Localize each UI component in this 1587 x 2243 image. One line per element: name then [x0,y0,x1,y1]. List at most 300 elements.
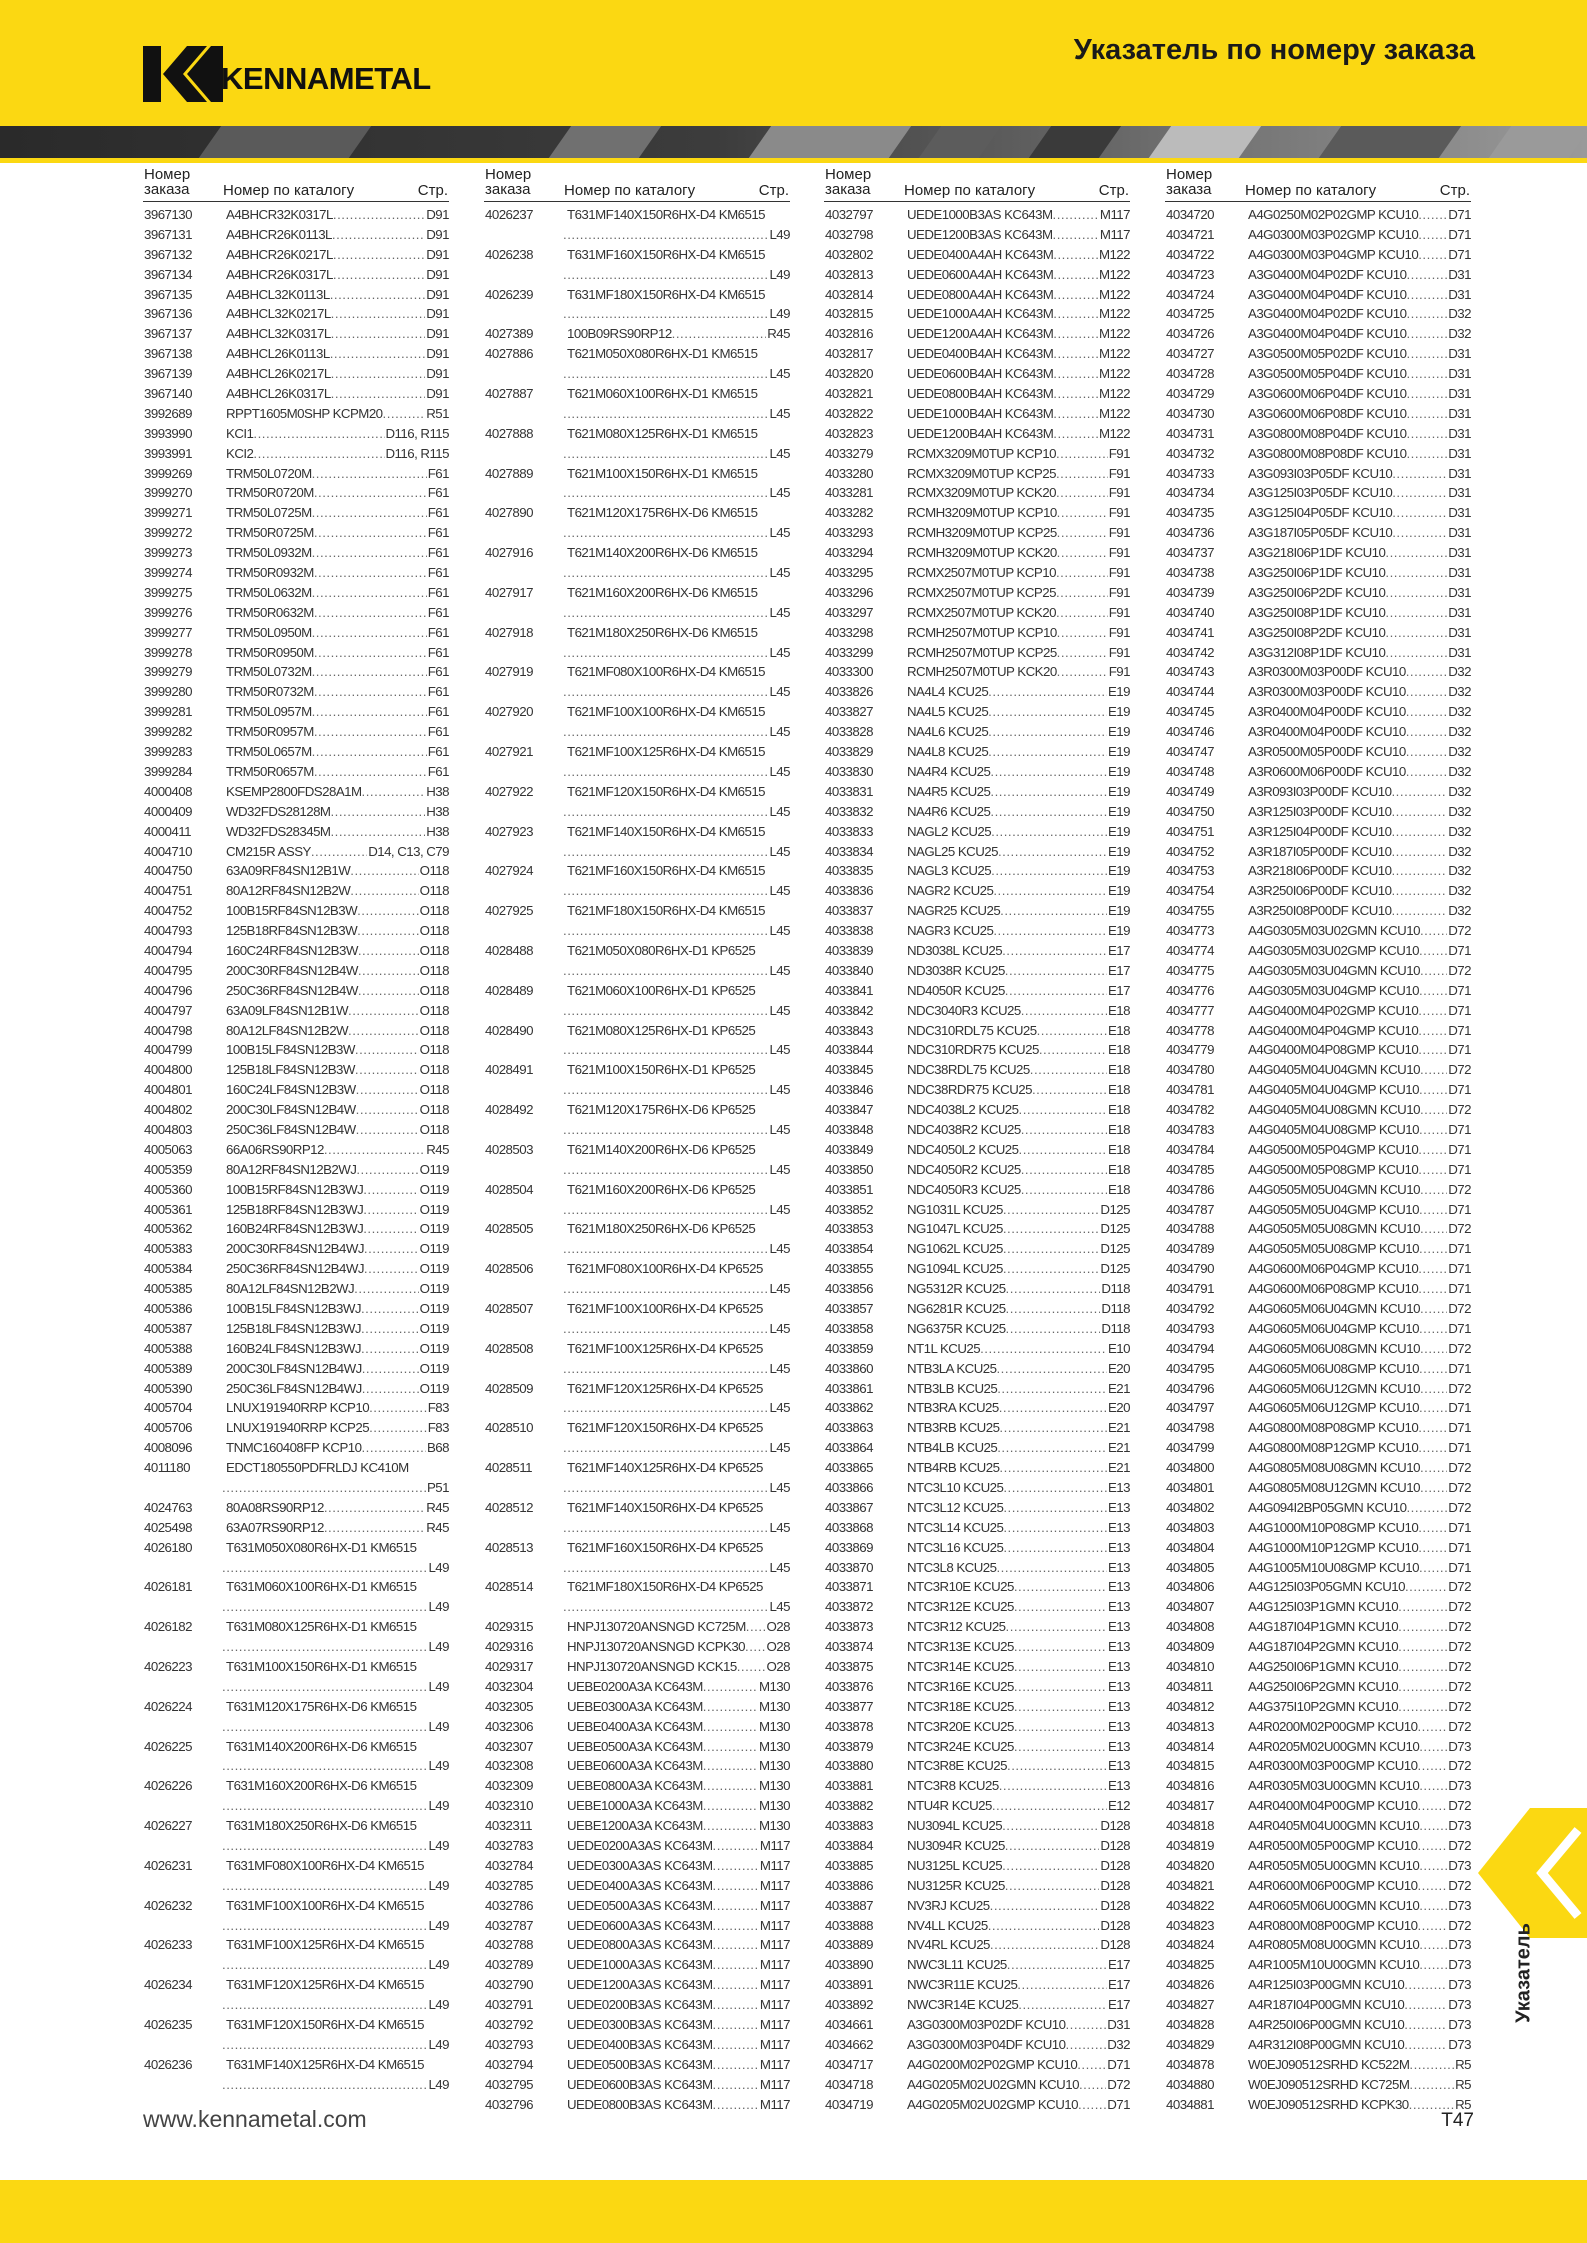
catalog-number: RCMH2507M0TUP KCP25 [907,644,1057,660]
order-number: 4033296 [825,584,873,600]
catalog-number: T631MF100X125R6HX-D4 KM6515 [226,1937,425,1953]
table-row [824,941,1130,961]
page-reference: M122 [1098,386,1130,402]
order-number: 4026223 [144,1659,192,1675]
order-number: 4033297 [825,604,873,620]
table-row [824,404,1130,424]
catalog-number: T621M100X150R6HX-D1 KM6515 [567,465,758,481]
page-reference: D91 [426,366,449,382]
page-reference: D91 [426,286,449,302]
order-number: 4033885 [825,1857,873,1873]
table-row [824,682,1130,702]
page-title: Указатель по номеру заказа [1073,34,1475,66]
index-rows [824,202,1130,2115]
page-reference: D72 [1448,1838,1471,1854]
order-number: 4032796 [485,2096,533,2112]
order-number: 4005704 [144,1400,192,1416]
catalog-number: T631M100X150R6HX-D1 KM6515 [226,1659,417,1675]
page-reference: D71 [1448,1082,1471,1098]
order-number: 4034791 [1166,1281,1214,1297]
catalog-number: T631MF140X125R6HX-D4 KM6515 [226,2056,425,2072]
order-number: 4032305 [485,1698,533,1714]
order-number: 4004751 [144,883,192,899]
page-reference: E17 [1107,982,1130,998]
page-reference: L49 [769,266,790,282]
catalog-number: 80A12LF84SN12B2W [226,1022,349,1038]
table-row [824,1955,1130,1975]
order-number: 4026233 [144,1937,192,1953]
table-row [143,1200,449,1220]
table-row [1165,1955,1471,1975]
catalog-number: UEDE1200B4AH KC643M [907,425,1054,441]
order-number: 4034662 [825,2036,873,2052]
catalog-number: A4G0505M05U04GMN KCU10 [1248,1181,1420,1197]
table-row [143,1160,449,1180]
order-number: 4028514 [485,1579,533,1595]
catalog-number: T621MF180X150R6HX-D4 KP6525 [567,1579,763,1595]
catalog-number: A3R0300M03P00DF KCU10 [1248,664,1406,680]
catalog-number: A4R0505M05U00GMN KCU10 [1248,1857,1420,1873]
page-reference: L49 [428,1599,449,1615]
catalog-number: T631M080X125R6HX-D1 KM6515 [226,1619,417,1635]
table-row [143,623,449,643]
table-row [1165,1657,1471,1677]
catalog-number: TRM50L0950M [226,624,312,640]
page-reference: D125 [1100,1201,1130,1217]
catalog-number: A4R187I04P00GMN KCU10 [1248,1997,1405,2013]
table-row [143,1955,449,1975]
table-row [484,1398,790,1418]
catalog-number: NTC3R12E KCU25 [907,1599,1014,1615]
table-row [824,662,1130,682]
catalog-number: NDC4050L2 KCU25 [907,1141,1019,1157]
order-number: 4034738 [1166,565,1214,581]
catalog-number: NAGR3 KCU25 [907,923,994,939]
catalog-number: A3G250I06P2DF KCU10 [1248,584,1386,600]
table-row [143,1080,449,1100]
table-row [824,2075,1130,2095]
order-number: 4033281 [825,485,873,501]
page-reference: D32 [1448,763,1471,779]
table-row [824,1717,1130,1737]
catalog-number: TRM50L0725M [226,505,312,521]
column-header [143,164,449,202]
catalog-number: 160C24LF84SN12B3W [226,1082,356,1098]
catalog-number: UEDE0500A3AS KC643M [567,1897,713,1913]
page-reference: M130 [758,1678,790,1694]
order-number: 4034734 [1166,485,1214,501]
order-number: 4034806 [1166,1579,1214,1595]
catalog-number: A4R0305M03U00GMN KCU10 [1248,1778,1420,1794]
catalog-number: T621M180X250R6HX-D6 KP6525 [567,1221,756,1237]
catalog-number: T621MF140X150R6HX-D4 KP6525 [567,1499,763,1515]
table-row [1165,1975,1471,1995]
order-number: 4027924 [485,863,533,879]
catalog-number: A3G0800M08P04DF KCU10 [1248,425,1407,441]
page-reference: D128 [1100,1877,1130,1893]
table-row [143,881,449,901]
order-number: 4034723 [1166,266,1214,282]
catalog-number: NWC3R14E KCU25 [907,1997,1019,2013]
table-row [143,543,449,563]
table-row [143,1776,449,1796]
catalog-number: 125B18LF84SN12B3WJ [226,1320,361,1336]
table-row [824,503,1130,523]
table-row [824,822,1130,842]
table-row [484,2055,790,2075]
page-reference: D73 [1448,1937,1471,1953]
table-row [484,623,790,643]
order-number: 4034796 [1166,1380,1214,1396]
catalog-number: T621M080X125R6HX-D1 KM6515 [567,425,758,441]
page-reference: D31 [1448,425,1471,441]
page-reference: E19 [1107,883,1130,899]
page-reference: O118 [419,1022,449,1038]
order-number: 4034751 [1166,823,1214,839]
catalog-number: T621MF160X150R6HX-D4 KP6525 [567,1539,763,1555]
order-number: 4034724 [1166,286,1214,302]
table-row [824,1697,1130,1717]
page-reference: M130 [758,1778,790,1794]
page-header: Стр. [1439,182,1470,199]
order-number: 4028506 [485,1261,533,1277]
order-number: 4034747 [1166,744,1214,760]
order-number-header: Номер заказа [485,166,532,198]
table-row [1165,1737,1471,1757]
page-reference: E18 [1107,1022,1130,1038]
table-row [484,2075,790,2095]
column-header [1165,164,1471,202]
order-number: 4034739 [1166,584,1214,600]
page-reference: F61 [427,664,449,680]
page-reference: F91 [1108,624,1130,640]
catalog-number: UEDE0600B4AH KC643M [907,366,1054,382]
table-row [1165,981,1471,1001]
table-row [824,881,1130,901]
page-reference: M117 [759,1997,790,2013]
page-reference: M117 [759,1957,790,1973]
table-row [143,1021,449,1041]
page-reference: L49 [428,1639,449,1655]
order-number: 3999282 [144,724,192,740]
order-number: 4034737 [1166,545,1214,561]
table-row [484,1319,790,1339]
page-reference: D116, R115 [385,425,449,441]
page-reference: L45 [769,1400,790,1416]
page-reference: M130 [758,1758,790,1774]
table-row [824,1200,1130,1220]
catalog-number: A4R1005M10U00GMN KCU10 [1248,1957,1420,1973]
order-number: 3999273 [144,545,192,561]
order-number: 4033861 [825,1380,873,1396]
table-row [484,1856,790,1876]
page-reference: O118 [419,942,449,958]
page-reference: D125 [1100,1241,1130,1257]
table-row [824,921,1130,941]
table-row [484,1100,790,1120]
table-row [143,1558,449,1578]
order-number: 4004793 [144,923,192,939]
table-row [143,2055,449,2075]
table-row [824,1021,1130,1041]
order-number: 4026182 [144,1619,192,1635]
order-number: 4033866 [825,1480,873,1495]
order-number: 4034774 [1166,942,1214,958]
order-number: 4005360 [144,1181,192,1197]
order-number: 3967134 [144,266,192,282]
table-row [1165,1498,1471,1518]
table-row [143,1597,449,1617]
page-reference: L45 [769,1360,790,1376]
catalog-number: NTB3LA KCU25 [907,1360,997,1376]
table-row [143,1538,449,1558]
catalog-number: UEDE0500B3AS KC643M [567,2056,713,2072]
table-row [1165,1816,1471,1836]
order-number: 4005362 [144,1221,192,1237]
catalog-number: TRM50R0720M [226,485,314,501]
catalog-number: T631M160X200R6HX-D6 KM6515 [226,1778,417,1794]
page-reference: P51 [426,1480,449,1495]
catalog-number: T621MF120X150R6HX-D4 KP6525 [567,1420,763,1436]
page-reference: M117 [759,1857,790,1873]
table-row [143,1657,449,1677]
order-number: 4034878 [1166,2056,1214,2072]
order-number-header: Номер заказа [144,166,191,198]
order-number: 4034815 [1166,1758,1214,1774]
table-row [143,2015,449,2035]
order-number: 3999274 [144,565,192,581]
page-reference: O118 [419,1042,449,1058]
table-row [1165,1896,1471,1916]
page-reference: M122 [1098,346,1130,362]
order-number: 4004797 [144,1002,192,1018]
table-row [484,742,790,762]
catalog-number: NTB3RA KCU25 [907,1400,999,1416]
catalog-number: NTC3R16E KCU25 [907,1678,1014,1694]
order-number: 4029315 [485,1619,533,1635]
order-number: 4033882 [825,1798,873,1814]
page-reference: L49 [428,1798,449,1814]
order-number: 4034775 [1166,962,1214,978]
catalog-number: A4G250I06P1GMN KCU10 [1248,1659,1399,1675]
page-reference: O118 [419,1082,449,1098]
table-row [484,941,790,961]
table-row [484,1697,790,1717]
footer-band [0,2180,1587,2243]
table-row [143,1319,449,1339]
table-row [1165,722,1471,742]
table-row [484,444,790,464]
order-number: 4034780 [1166,1062,1214,1078]
page-reference: L45 [769,565,790,581]
catalog-number: TRM50R0957M [226,724,314,740]
catalog-number: A4G0600M06P04GMP KCU10 [1248,1261,1419,1277]
order-number: 3967137 [144,326,192,342]
order-number: 4033836 [825,883,873,899]
catalog-number: TRM50L0732M [226,664,312,680]
order-number: 4026224 [144,1698,192,1714]
catalog-number: T621M180X250R6HX-D6 KM6515 [567,624,758,640]
order-number: 4033874 [825,1639,873,1655]
table-row [1165,842,1471,862]
table-row [824,384,1130,404]
page-reference: E13 [1107,1718,1130,1734]
table-row [143,1975,449,1995]
catalog-number: A4G187I04P1GMN KCU10 [1248,1619,1399,1635]
page-reference: D73 [1448,1778,1471,1794]
table-row [143,1995,449,2015]
catalog-number: NA4L6 KCU25 [907,724,989,740]
table-row [143,1935,449,1955]
table-row [824,1677,1130,1697]
page-reference: M122 [1098,425,1130,441]
table-row [484,1080,790,1100]
catalog-number: KSEMP2800FDS28A1M [226,783,362,799]
catalog-number: NA4L4 KCU25 [907,684,989,700]
catalog-number: 66A06RS90RP12 [226,1141,324,1157]
catalog-number: UEDE0800B3AS KC643M [567,2096,713,2112]
catalog-number: TRM50R0725M [226,525,314,541]
page-reference: O118 [419,923,449,939]
order-number: 4033843 [825,1022,873,1038]
table-row [824,1876,1130,1896]
catalog-number: T621M050X080R6HX-D1 KM6515 [567,346,758,362]
order-number: 4005388 [144,1340,192,1356]
table-row [143,682,449,702]
order-number: 4033830 [825,763,873,779]
catalog-number: UEBE0800A3A KC643M [567,1778,703,1794]
order-number: 4005389 [144,1360,192,1376]
order-number: 4034818 [1166,1818,1214,1834]
order-number: 4033845 [825,1062,873,1078]
page-reference: O119 [419,1221,449,1237]
catalog-number: NA4R5 KCU25 [907,783,991,799]
page-reference: R51 [426,405,449,421]
catalog-number: A4G250I06P2GMN KCU10 [1248,1678,1399,1694]
page-reference: L49 [428,1559,449,1575]
table-row [1165,682,1471,702]
table-row [1165,543,1471,563]
order-number: 4034730 [1166,405,1214,421]
page-reference: D91 [426,346,449,362]
order-number: 4034807 [1166,1599,1214,1615]
order-number: 4032783 [485,1838,533,1854]
page-reference: E19 [1107,923,1130,939]
order-number: 4027888 [485,425,533,441]
order-number: 4033880 [825,1758,873,1774]
table-row [1165,1577,1471,1597]
side-tab-label[interactable]: Указатель [1512,1923,1535,2023]
catalog-number: A4G0250M02P02GMP KCU10 [1248,207,1419,222]
table-row [143,1180,449,1200]
catalog-number: W0EJ090512SRHD KCPK30 [1248,2096,1409,2112]
table-row [824,2015,1130,2035]
order-number: 4032797 [825,207,873,222]
table-row [824,1836,1130,1856]
order-number: 4032792 [485,2017,533,2033]
catalog-number: NTB3RB KCU25 [907,1420,1000,1436]
catalog-number: UEDE0800B4AH KC643M [907,386,1054,402]
catalog-number: CM215R ASSY [226,843,311,859]
page-reference: L45 [769,1281,790,1297]
catalog-number: 160B24RF84SN12B3WJ [226,1221,364,1237]
page-reference: F61 [427,525,449,541]
table-row [143,921,449,941]
order-number: 4034821 [1166,1877,1214,1893]
catalog-number: UEBE0200A3A KC643M [567,1678,703,1694]
table-row [824,722,1130,742]
page-reference: E13 [1107,1499,1130,1515]
footer-url[interactable]: www.kennametal.com [143,2106,367,2132]
catalog-number: 160C24RF84SN12B3W [226,942,358,958]
page-reference: M117 [759,1838,790,1854]
table-row [824,285,1130,305]
table-row [143,1438,449,1458]
order-number: 4034721 [1166,226,1214,242]
order-number: 4034727 [1166,346,1214,362]
catalog-number: NTC3L16 KCU25 [907,1539,1004,1555]
order-number: 4005390 [144,1380,192,1396]
table-row [824,861,1130,881]
page-reference: E19 [1107,783,1130,799]
catalog-number: ND4050R KCU25 [907,982,1005,998]
order-number: 4033855 [825,1261,873,1277]
order-number: 4028490 [485,1022,533,1038]
table-row [824,324,1130,344]
page-reference: D128 [1100,1818,1130,1834]
page-reference: M117 [759,1917,790,1933]
page-reference: D71 [1107,2096,1130,2112]
page-reference: D32 [1448,744,1471,760]
order-number: 4005387 [144,1320,192,1336]
page-reference: E13 [1107,1659,1130,1675]
catalog-number: 250C36RF84SN12B4WJ [226,1261,364,1277]
page-reference: F61 [427,604,449,620]
order-number: 4033864 [825,1440,873,1456]
catalog-number: NV4LL KCU25 [907,1917,988,1933]
order-number: 4032795 [485,2076,533,2092]
page-reference: E21 [1107,1460,1130,1476]
catalog-number: A4BHCL26K0113L [226,346,330,362]
page-reference: D31 [1448,624,1471,640]
catalog-number: UEDE1000B3AS KC643M [907,207,1053,222]
table-row [143,1100,449,1120]
order-number: 4027886 [485,346,533,362]
table-row [143,1120,449,1140]
page-reference: D72 [1448,1460,1471,1476]
catalog-number: A4G0405M04U08GMN KCU10 [1248,1102,1420,1118]
catalog-number: A3R125I03P00DF KCU10 [1248,803,1392,819]
table-row [484,464,790,484]
page-reference: E13 [1107,1519,1130,1535]
table-row [1165,1398,1471,1418]
table-row [143,782,449,802]
page-reference: R5 [1455,2096,1471,2112]
order-number: 4033867 [825,1499,873,1515]
table-row [824,1975,1130,1995]
page-reference: D91 [426,207,449,222]
table-row [484,205,790,225]
page-reference: E13 [1107,1778,1130,1794]
catalog-number: A4G187I04P2GMN KCU10 [1248,1639,1399,1655]
catalog-number: A4BHCL32K0217L [226,306,331,322]
order-number: 4034808 [1166,1619,1214,1635]
page-reference: O118 [419,1002,449,1018]
catalog-number: HNPJ130720ANSNGD KCPK30 [567,1639,746,1655]
table-row [1165,1756,1471,1776]
catalog-number: ND3038L KCU25 [907,942,1003,958]
page-reference: O119 [419,1181,449,1197]
